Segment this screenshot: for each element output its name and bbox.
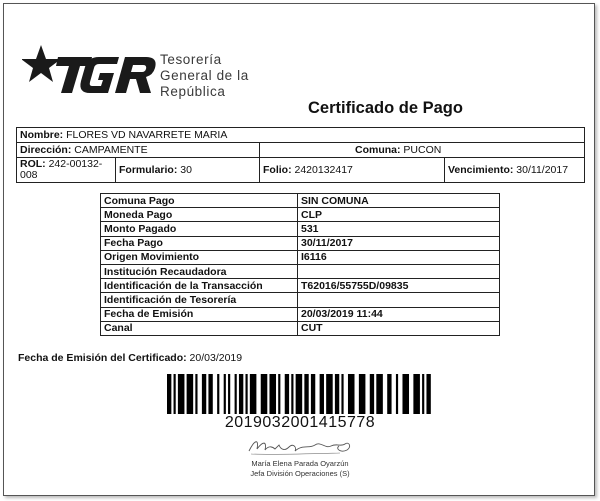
payment-label: Origen Movimiento [101,250,298,264]
barcode-bar [402,374,409,414]
barcode-bar [311,374,315,414]
barcode-bar [224,374,226,414]
table-row [101,250,500,264]
cell-direccion [17,143,260,158]
payment-label: Monto Pagado [101,222,298,236]
payment-value: T62016/55755D/09835 [298,279,500,293]
rol-value-1: 242-00132- [48,158,103,170]
folio-label: Folio: [263,164,292,176]
barcode-bar [396,374,398,414]
barcode-bar [250,374,257,414]
barcode-bar [370,374,374,414]
barcode-bar [335,374,339,414]
table-row [101,321,500,335]
barcode-bar [278,374,280,414]
payment-label: Comuna Pago [101,194,298,208]
comuna-value: PUCON [403,144,442,156]
signature [245,435,355,457]
barcode-bar [291,374,293,414]
payment-value: CUT [298,321,500,335]
emission-label: Fecha de Emisión del Certificado: [18,352,187,364]
barcode-bar [208,374,212,414]
payment-label: Fecha Pago [101,236,298,250]
barcode-bar [167,374,171,414]
payment-label: Identificación de Tesorería [101,293,298,307]
formulario-label: Formulario: [119,164,178,176]
table-row [101,293,500,307]
logo-line-3: República [160,84,226,99]
table-row [101,208,500,222]
nombre-label: Nombre: [20,129,64,141]
row-nombre [17,128,585,143]
logo-line-1: Tesorería [160,52,222,67]
barcode-bar [235,374,237,414]
nombre-value: FLORES VD NAVARRETE MARIA [66,129,228,141]
barcode-bar [304,374,308,414]
comuna-label: Comuna: [355,144,401,156]
table-row [101,307,500,321]
rol-value-2: 008 [20,169,38,181]
payment-label: Canal [101,321,298,335]
barcode-bar [285,374,289,414]
barcode-bar [239,374,243,414]
logo-letter-r [115,57,156,93]
payment-value: CLP [298,208,500,222]
table-row [101,194,500,208]
direccion-label: Dirección: [20,144,72,156]
vencimiento-value: 30/11/2017 [516,164,569,176]
cell-formulario [116,158,260,183]
payment-value [298,293,500,307]
payment-table [100,193,500,336]
barcode-bar [202,374,206,414]
payment-label: Moneda Pago [101,208,298,222]
barcode-bar [269,374,276,414]
logo-line-2: General de la [160,68,249,83]
payment-value: 30/11/2017 [298,236,500,250]
barcode-bar [320,374,324,414]
signer-role: Jefa División Operaciones (S) [250,469,350,478]
table-row [101,222,500,236]
barcode-bar [195,374,197,414]
payment-label: Fecha de Emisión [101,307,298,321]
payment-label: Identificación de la Transacción [101,279,298,293]
barcode-bar [422,374,424,414]
row-details [17,158,585,183]
cell-rol [17,158,116,183]
barcode-bar [174,374,176,414]
cell-vencimiento [445,158,585,183]
vencimiento-label: Vencimiento: [448,164,514,176]
payment-label: Institución Recaudadora [101,264,298,278]
cell-nombre [17,128,585,143]
formulario-value: 30 [180,164,192,176]
barcode-bar [413,374,420,414]
barcode-bar [187,374,194,414]
table-row [101,279,500,293]
table-row [101,236,500,250]
barcode-bar [359,374,366,414]
barcode-bar [178,374,185,414]
folio-value: 2420132417 [294,164,353,176]
barcode-bar [326,374,333,414]
barcode-bar [217,374,219,414]
barcode-bar [228,374,230,414]
barcode-bar [426,374,430,414]
barcode-bar [376,374,383,414]
barcode-bar [261,374,268,414]
payment-value [298,264,500,278]
logo-text [160,52,249,100]
barcode [165,374,435,414]
barcode-bar [387,374,391,414]
payment-value: 20/03/2019 11:44 [298,307,500,321]
certificate-emission-date [18,352,242,364]
barcode-bar [245,374,247,414]
emission-value: 20/03/2019 [189,352,243,364]
signer-name: María Elena Parada Oyarzún [251,459,349,468]
direccion-value: CAMPAMENTE [74,144,148,156]
holder-info-table [16,127,585,183]
signer-block [0,459,600,479]
certificate-title: Certificado de Pago [308,99,463,117]
payment-value: SIN COMUNA [298,194,500,208]
barcode-bar [296,374,303,414]
barcode-number: 2019032001415778 [224,414,376,431]
rol-label: ROL: [20,158,46,170]
cell-folio [260,158,445,183]
barcode-bar [341,374,343,414]
star-icon [22,45,61,82]
barcode-bar [348,374,355,414]
row-direccion [17,143,585,158]
cell-comuna [260,143,585,158]
payment-value: I6116 [298,250,500,264]
payment-value: 531 [298,222,500,236]
table-row [101,264,500,278]
